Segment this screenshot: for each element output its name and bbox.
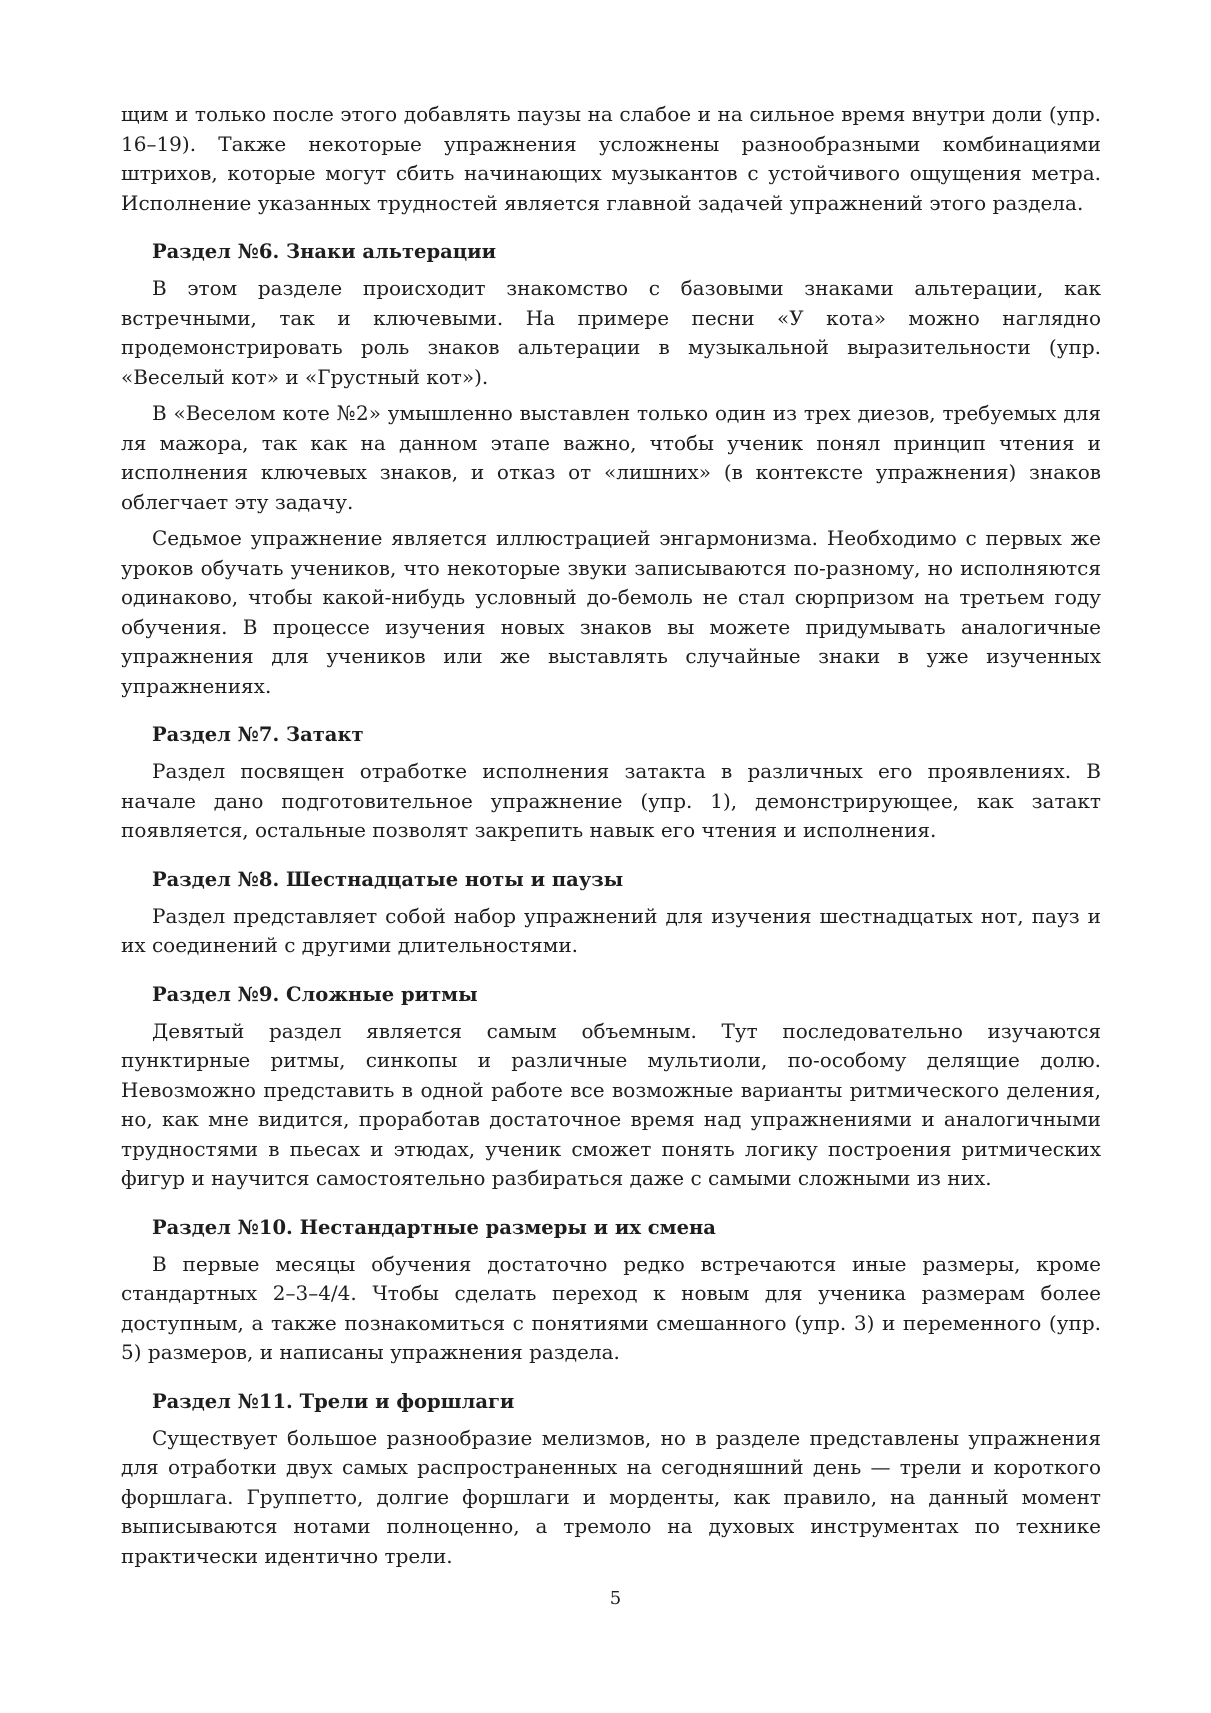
section-10	[121, 1213, 1101, 1368]
section-8	[121, 865, 1101, 961]
section-7	[121, 720, 1101, 846]
section-paragraph: Раздел посвящен отработке исполнения затакта в различных его проявлениях. В начале дано подготовительное упражнение (упр. 1), демонстрирующее, как затакт появляется, остальные позволят закрепить навык его чтения и исполнения.	[121, 759, 1101, 842]
intro-paragraph: щим и только после этого добавлять паузы на слабое и на сильное время внутри доли (упр. 16–19). Также некоторые упражнения усложнены разнообразными комбинациями штрихов, которые могут сбить начинающих музыкантов с устойчивого ощущения метра. Исполнение указанных трудностей является главной задачей упражнений этого раздела.	[121, 102, 1101, 215]
section-paragraph: В первые месяцы обучения достаточно редко встречаются иные размеры, кроме стандартных 2–3–4/4. Чтобы сделать переход к новым для ученика размерам более доступным, а также познакомиться с понятиями смешанного (упр. 3) и переменного (упр. 5) размеров, и написаны упражнения раздела.	[121, 1251, 1101, 1364]
section-paragraph: Существует большое разнообразие мелизмов, но в разделе представлены упражнения для отработки двух самых распространенных на сегодняшний день — трели и короткого форшлага. Группетто, долгие форшлаги и морденты, как правило, на данный момент выписываются нотами полноценно, а тремоло на духовых инструментах по технике практически идентично трели.	[121, 1425, 1101, 1568]
section-heading: Раздел №9. Сложные ритмы	[152, 982, 478, 1006]
section-heading: Раздел №6. Знаки альтерации	[152, 240, 497, 263]
page-number: 5	[609, 1588, 622, 1609]
section-heading: Раздел №11. Трели и форшлаги	[152, 1389, 515, 1413]
section-paragraph: Девятый раздел является самым объемным. Тут последовательно изучаются пунктирные ритмы, синкопы и различные мультиоли, по-особому делящие долю. Невозможно представить в одной работе все возможные варианты ритмического деления, но, как мне видится, проработав достаточное время над упражнениями и аналогичными трудностями в пьесах и этюдах, ученик сможет понять логику построения ритмических фигур и научится самостоятельно разбираться даже с самыми сложными из них.	[121, 1018, 1101, 1190]
section-heading: Раздел №7. Затакт	[152, 723, 364, 746]
section-heading: Раздел №8. Шестнадцатые ноты и паузы	[152, 867, 624, 891]
section-11	[121, 1387, 1101, 1572]
page-content	[121, 100, 1101, 1571]
section-6	[121, 237, 1101, 701]
section-paragraph: Седьмое упражнение является иллюстрацией энгармонизма. Необходимо с первых же уроков обучать учеников, что некоторые звуки записываются по-разному, но исполняются одинаково, чтобы какой-нибудь условный до-бемоль не стал сюрпризом на третьем году обучения. В процессе изучения новых знаков вы можете придумывать аналогичные упражнения для учеников или же выставлять случайные знаки в уже изученных упражнениях.	[121, 526, 1101, 698]
section-paragraph: Раздел представляет собой набор упражнений для изучения шестнадцатых нот, пауз и их соединений с другими длительностями.	[121, 903, 1101, 957]
section-9	[121, 980, 1101, 1194]
section-paragraph: В этом разделе происходит знакомство с базовыми знаками альтерации, как встречными, так и ключевыми. На примере песни «У кота» можно наглядно продемонстрировать роль знаков альтерации в музыкальной выразительности (упр. «Веселый кот» и «Грустный кот»).	[121, 276, 1101, 389]
section-paragraph: В «Веселом коте №2» умышленно выставлен только один из трех диезов, требуемых для ля мажора, так как на данном этапе важно, чтобы ученик понял принцип чтения и исполнения ключевых знаков, и отказ от «лишних» (в контексте упражнения) знаков облегчает эту задачу.	[121, 401, 1101, 514]
section-heading: Раздел №10. Нестандартные размеры и их смена	[152, 1215, 716, 1239]
